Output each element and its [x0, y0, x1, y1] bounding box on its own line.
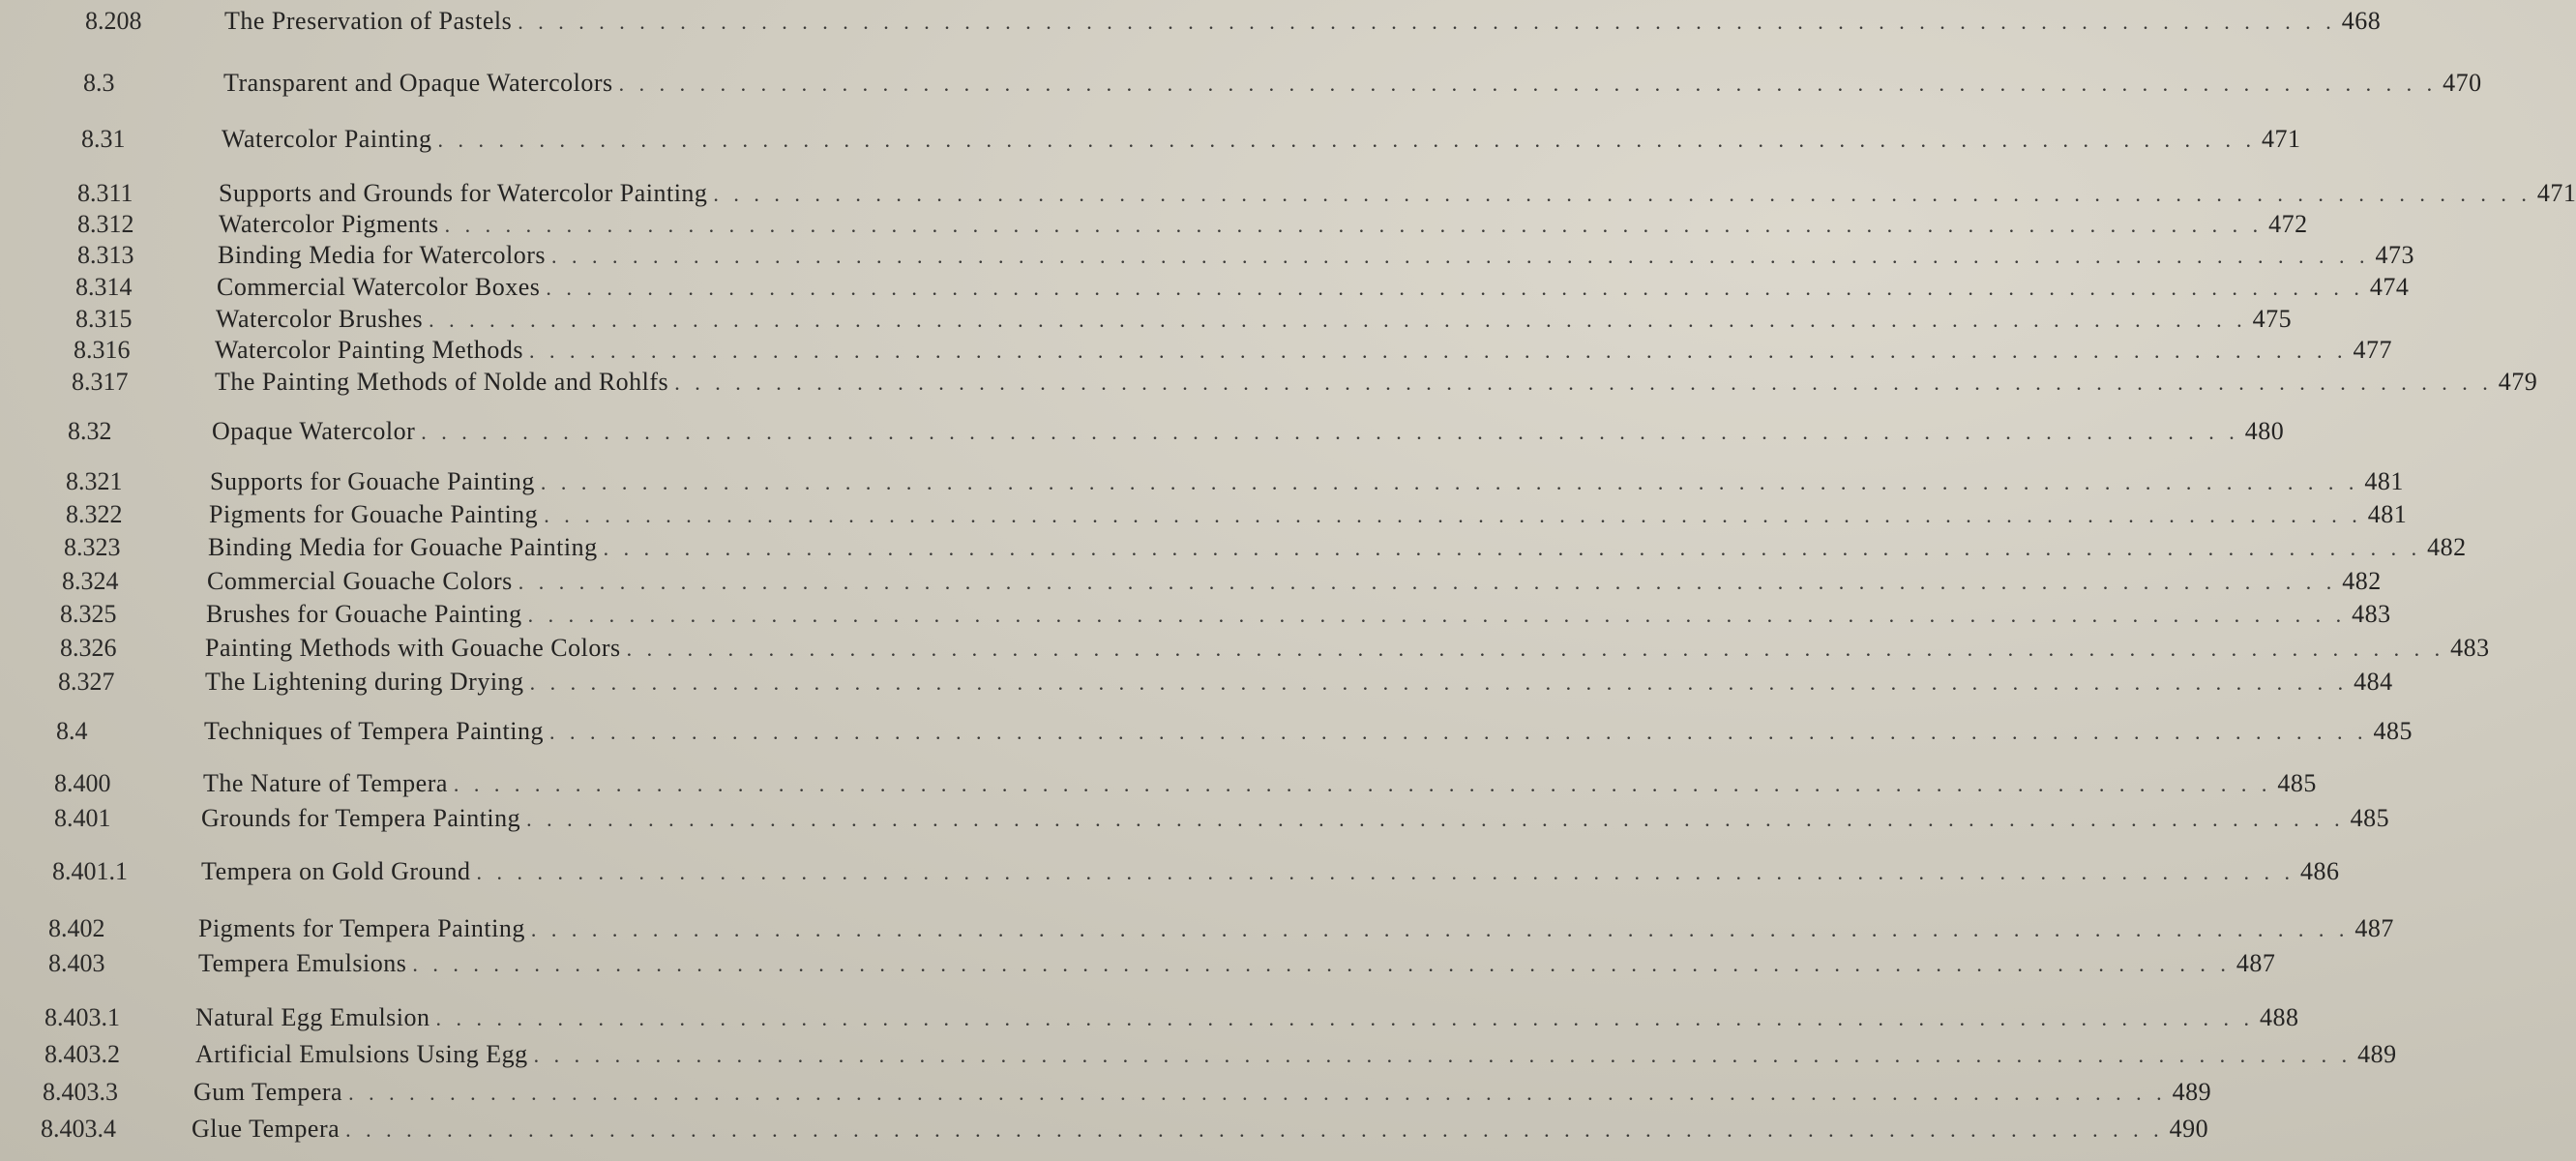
dot-leader: . . . . . . . . . . . . . . . . . . . . . . . . . . . . . . . . . . . . . . . . . . . . . . . . . . . . . . . . . . . . . . . . . . . . . . . . . . . . . . . . . . . . . . . . . . [421, 420, 2239, 444]
toc-entry [219, 178, 2576, 209]
section-number: 8.321 [66, 467, 123, 495]
toc-entry [195, 1002, 2299, 1033]
toc-row [0, 633, 2490, 664]
toc-entry [198, 948, 2276, 979]
section-number: 8.316 [74, 336, 131, 364]
dot-leader: . . . . . . . . . . . . . . . . . . . . . . . . . . . . . . . . . . . . . . . . . . . . . . . . . . . . . . . . . . . . . . . . . . . . . . . . . . . . . . . . . . . . . . . . . . [674, 371, 2493, 395]
section-number: 8.323 [64, 533, 121, 561]
dot-leader: . . . . . . . . . . . . . . . . . . . . . . . . . . . . . . . . . . . . . . . . . . . . . . . . . . . . . . . . . . . . . . . . . . . . . . . . . . . . . . . . . . . . . . . . . . [444, 213, 2264, 237]
toc-row [0, 367, 2538, 398]
dot-leader: . . . . . . . . . . . . . . . . . . . . . . . . . . . . . . . . . . . . . . . . . . . . . . . . . . . . . . . . . . . . . . . . . . . . . . . . . . . . . . . . . . . . . . . . . . [435, 1006, 2255, 1030]
page-number: 489 [2357, 1040, 2397, 1068]
toc-entry [207, 566, 2382, 597]
section-title: Natural Egg Emulsion [195, 1003, 430, 1031]
dot-leader: . . . . . . . . . . . . . . . . . . . . . . . . . . . . . . . . . . . . . . . . . . . . . . . . . . . . . . . . . . . . . . . . . . . . . . . . . . . . . . . . . . . . . . . . . . [348, 1081, 2167, 1105]
toc-entry [203, 768, 2317, 799]
toc-row [0, 6, 2382, 37]
dot-leader: . . . . . . . . . . . . . . . . . . . . . . . . . . . . . . . . . . . . . . . . . . . . . . . . . . . . . . . . . . . . . . . . . . . . . . . . . . . . . . . . . . . . . . . . . . [429, 308, 2247, 332]
dot-leader: . . . . . . . . . . . . . . . . . . . . . . . . . . . . . . . . . . . . . . . . . . . . . . . . . . . . . . . . . . . . . . . . . . . . . . . . . . . . . . . . . . . . . . . . . . [453, 772, 2272, 796]
dot-leader: . . . . . . . . . . . . . . . . . . . . . . . . . . . . . . . . . . . . . . . . . . . . . . . . . . . . . . . . . . . . . . . . . . . . . . . . . . . . . . . . . . . . . . . . . . [529, 339, 2348, 363]
dot-leader: . . . . . . . . . . . . . . . . . . . . . . . . . . . . . . . . . . . . . . . . . . . . . . . . . . . . . . . . . . . . . . . . . . . . . . . . . . . . . . . . . . . . . . . . . . [518, 10, 2336, 34]
page-number: 489 [2172, 1078, 2212, 1106]
section-title: Painting Methods with Gouache Colors [205, 634, 621, 662]
page-number: 490 [2169, 1115, 2209, 1143]
page-number: 471 [2262, 125, 2301, 153]
page-number: 470 [2443, 69, 2482, 97]
page-number: 487 [2235, 949, 2276, 977]
section-number: 8.322 [66, 500, 123, 528]
dot-leader: . . . . . . . . . . . . . . . . . . . . . . . . . . . . . . . . . . . . . . . . . . . . . . . . . . . . . . . . . . . . . . . . . . . . . . . . . . . . . . . . . . . . . . . . . . [540, 470, 2359, 494]
section-number: 8.403 [48, 949, 105, 977]
dot-leader: . . . . . . . . . . . . . . . . . . . . . . . . . . . . . . . . . . . . . . . . . . . . . . . . . . . . . . . . . . . . . . . . . . . . . . . . . . . . . . . . . . . . . . . . . . [533, 1043, 2353, 1067]
toc-row [0, 304, 2293, 335]
section-title: Transparent and Opaque Watercolors [223, 69, 613, 97]
toc-entry [223, 68, 2482, 99]
page-number: 477 [2353, 336, 2393, 364]
page-number: 481 [2364, 467, 2404, 495]
toc-row [0, 599, 2391, 630]
dot-leader: . . . . . . . . . . . . . . . . . . . . . . . . . . . . . . . . . . . . . . . . . . . . . . . . . . . . . . . . . . . . . . . . . . . . . . . . . . . . . . . . . . . . . . . . . . [412, 952, 2231, 976]
page-number: 468 [2341, 7, 2382, 35]
page-number: 482 [2427, 533, 2467, 561]
dot-leader: . . . . . . . . . . . . . . . . . . . . . . . . . . . . . . . . . . . . . . . . . . . . . . . . . . . . . . . . . . . . . . . . . . . . . . . . . . . . . . . . . . . . . . . . . . [544, 503, 2362, 527]
toc-entry [204, 716, 2413, 747]
dot-leader: . . . . . . . . . . . . . . . . . . . . . . . . . . . . . . . . . . . . . . . . . . . . . . . . . . . . . . . . . . . . . . . . . . . . . . . . . . . . . . . . . . . . . . . . . . [618, 72, 2438, 96]
section-number: 8.326 [60, 634, 117, 662]
toc-row [0, 68, 2482, 99]
toc-row [0, 240, 2415, 271]
section-title: Supports for Gouache Painting [210, 467, 535, 495]
toc-row [0, 948, 2276, 979]
page-number: 488 [2260, 1003, 2299, 1031]
section-number: 8.401.1 [52, 857, 128, 885]
toc-entry [206, 599, 2391, 630]
toc-entry [217, 272, 2410, 303]
toc-row [0, 466, 2404, 497]
section-title: Binding Media for Watercolors [218, 241, 547, 269]
toc-row [0, 803, 2390, 834]
dot-leader: . . . . . . . . . . . . . . . . . . . . . . . . . . . . . . . . . . . . . . . . . . . . . . . . . . . . . . . . . . . . . . . . . . . . . . . . . . . . . . . . . . . . . . . . . . [551, 244, 2370, 268]
section-title: Brushes for Gouache Painting [206, 600, 522, 628]
toc-entry [205, 667, 2393, 698]
section-title: Pigments for Tempera Painting [198, 914, 525, 942]
section-number: 8.312 [77, 210, 134, 238]
page-number: 482 [2342, 567, 2382, 595]
section-title: Commercial Watercolor Boxes [217, 273, 541, 301]
toc-row [0, 335, 2393, 366]
page-number: 471 [2536, 179, 2576, 207]
section-title: Tempera on Gold Ground [201, 857, 471, 885]
section-number: 8.403.3 [43, 1078, 118, 1106]
page-number: 479 [2498, 368, 2538, 396]
section-number: 8.403.1 [44, 1003, 120, 1031]
page-number: 485 [2277, 769, 2317, 797]
toc-entry [219, 209, 2308, 240]
dot-leader: . . . . . . . . . . . . . . . . . . . . . . . . . . . . . . . . . . . . . . . . . . . . . . . . . . . . . . . . . . . . . . . . . . . . . . . . . . . . . . . . . . . . . . . . . . [530, 917, 2350, 941]
section-number: 8.325 [60, 600, 117, 628]
section-title: The Preservation of Pastels [224, 7, 513, 35]
toc-entry [209, 499, 2408, 530]
toc-entry [201, 856, 2340, 887]
toc-entry [212, 416, 2285, 447]
toc-entry [222, 124, 2301, 155]
section-title: Supports and Grounds for Watercolor Painting [219, 179, 708, 207]
toc-entry [210, 466, 2404, 497]
toc-entry [198, 913, 2394, 944]
page-number: 486 [2300, 857, 2340, 885]
page-number: 483 [2352, 600, 2391, 628]
section-number: 8.327 [58, 668, 115, 696]
toc-row [0, 768, 2317, 799]
section-title: Techniques of Tempera Painting [204, 717, 544, 745]
toc-row [0, 566, 2382, 597]
dot-leader: . . . . . . . . . . . . . . . . . . . . . . . . . . . . . . . . . . . . . . . . . . . . . . . . . . . . . . . . . . . . . . . . . . . . . . . . . . . . . . . . . . . . . . . . . . [476, 860, 2295, 884]
section-number: 8.403.4 [41, 1115, 116, 1143]
dot-leader: . . . . . . . . . . . . . . . . . . . . . . . . . . . . . . . . . . . . . . . . . . . . . . . . . . . . . . . . . . . . . . . . . . . . . . . . . . . . . . . . . . . . . . . . . . [518, 570, 2337, 594]
toc-entry [205, 633, 2490, 664]
section-title: Watercolor Brushes [216, 305, 424, 333]
toc-row [0, 716, 2413, 747]
section-number: 8.317 [72, 368, 129, 396]
toc-row [0, 1077, 2212, 1108]
section-number: 8.401 [54, 804, 111, 832]
section-title: Glue Tempera [192, 1115, 341, 1143]
toc-row [0, 499, 2408, 530]
section-title: Watercolor Painting [222, 125, 432, 153]
page-number: 481 [2367, 500, 2408, 528]
toc-entry [215, 367, 2538, 398]
toc-entry [192, 1114, 2209, 1145]
toc-entry [218, 240, 2415, 271]
section-title: Grounds for Tempera Painting [201, 804, 521, 832]
section-title: Watercolor Painting Methods [215, 336, 524, 364]
page-number: 485 [2373, 717, 2413, 745]
toc-row [0, 1039, 2397, 1070]
dot-leader: . . . . . . . . . . . . . . . . . . . . . . . . . . . . . . . . . . . . . . . . . . . . . . . . . . . . . . . . . . . . . . . . . . . . . . . . . . . . . . . . . . . . . . . . . . [526, 807, 2345, 831]
section-title: Watercolor Pigments [219, 210, 439, 238]
toc-row [0, 272, 2410, 303]
dot-leader: . . . . . . . . . . . . . . . . . . . . . . . . . . . . . . . . . . . . . . . . . . . . . . . . . . . . . . . . . . . . . . . . . . . . . . . . . . . . . . . . . . . . . . . . . . [437, 128, 2257, 152]
page-number: 473 [2375, 241, 2415, 269]
page-number: 480 [2244, 417, 2285, 445]
section-number: 8.403.2 [44, 1040, 120, 1068]
dot-leader: . . . . . . . . . . . . . . . . . . . . . . . . . . . . . . . . . . . . . . . . . . . . . . . . . . . . . . . . . . . . . . . . . . . . . . . . . . . . . . . . . . . . . . . . . . [603, 536, 2422, 560]
toc-row [0, 667, 2393, 698]
section-number: 8.311 [77, 179, 133, 207]
section-title: The Nature of Tempera [203, 769, 448, 797]
toc-entry [193, 1077, 2212, 1108]
section-number: 8.313 [77, 241, 134, 269]
toc-entry [216, 304, 2293, 335]
toc-row [0, 913, 2394, 944]
dot-leader: . . . . . . . . . . . . . . . . . . . . . . . . . . . . . . . . . . . . . . . . . . . . . . . . . . . . . . . . . . . . . . . . . . . . . . . . . . . . . . . . . . . . . . . . . . [529, 670, 2349, 695]
section-number: 8.400 [54, 769, 111, 797]
dot-leader: . . . . . . . . . . . . . . . . . . . . . . . . . . . . . . . . . . . . . . . . . . . . . . . . . . . . . . . . . . . . . . . . . . . . . . . . . . . . . . . . . . . . . . . . . . [626, 637, 2445, 661]
toc-row [0, 416, 2285, 447]
page-number: 484 [2354, 668, 2393, 696]
toc-entry [201, 803, 2390, 834]
section-title: Commercial Gouache Colors [207, 567, 513, 595]
page-number: 475 [2252, 305, 2293, 333]
toc-row [0, 1002, 2299, 1033]
section-title: Binding Media for Gouache Painting [208, 533, 598, 561]
section-number: 8.4 [56, 717, 88, 745]
page-number: 485 [2350, 804, 2390, 832]
dot-leader: . . . . . . . . . . . . . . . . . . . . . . . . . . . . . . . . . . . . . . . . . . . . . . . . . . . . . . . . . . . . . . . . . . . . . . . . . . . . . . . . . . . . . . . . . . [546, 276, 2364, 300]
dot-leader: . . . . . . . . . . . . . . . . . . . . . . . . . . . . . . . . . . . . . . . . . . . . . . . . . . . . . . . . . . . . . . . . . . . . . . . . . . . . . . . . . . . . . . . . . . [713, 182, 2532, 206]
dot-leader: . . . . . . . . . . . . . . . . . . . . . . . . . . . . . . . . . . . . . . . . . . . . . . . . . . . . . . . . . . . . . . . . . . . . . . . . . . . . . . . . . . . . . . . . . . [345, 1117, 2164, 1142]
section-title: Gum Tempera [193, 1078, 343, 1106]
page-number: 472 [2268, 210, 2308, 238]
toc-entry [215, 335, 2393, 366]
section-title: Pigments for Gouache Painting [209, 500, 539, 528]
section-number: 8.314 [75, 273, 133, 301]
page-number: 474 [2369, 273, 2410, 301]
toc-row [0, 209, 2308, 240]
toc-row [0, 532, 2467, 563]
toc-row [0, 178, 2576, 209]
toc-entry [195, 1039, 2397, 1070]
dot-leader: . . . . . . . . . . . . . . . . . . . . . . . . . . . . . . . . . . . . . . . . . . . . . . . . . . . . . . . . . . . . . . . . . . . . . . . . . . . . . . . . . . . . . . . . . . [527, 603, 2347, 627]
section-title: Artificial Emulsions Using Egg [195, 1040, 528, 1068]
section-title: Opaque Watercolor [212, 417, 416, 445]
toc-row [0, 1114, 2209, 1145]
section-number: 8.208 [85, 7, 142, 35]
toc-entry [208, 532, 2467, 563]
toc-row [0, 124, 2301, 155]
section-number: 8.324 [62, 567, 119, 595]
section-number: 8.315 [75, 305, 133, 333]
page-number: 483 [2450, 634, 2490, 662]
page-number: 487 [2354, 914, 2394, 942]
section-title: The Painting Methods of Nolde and Rohlfs [215, 368, 669, 396]
section-number: 8.32 [68, 417, 112, 445]
section-title: Tempera Emulsions [198, 949, 407, 977]
dot-leader: . . . . . . . . . . . . . . . . . . . . . . . . . . . . . . . . . . . . . . . . . . . . . . . . . . . . . . . . . . . . . . . . . . . . . . . . . . . . . . . . . . . . . . . . . . [548, 720, 2368, 744]
section-number: 8.31 [81, 125, 126, 153]
section-number: 8.402 [48, 914, 105, 942]
toc-row [0, 856, 2340, 887]
toc-entry [224, 6, 2382, 37]
section-number: 8.3 [83, 69, 115, 97]
section-title: The Lightening during Drying [205, 668, 524, 696]
